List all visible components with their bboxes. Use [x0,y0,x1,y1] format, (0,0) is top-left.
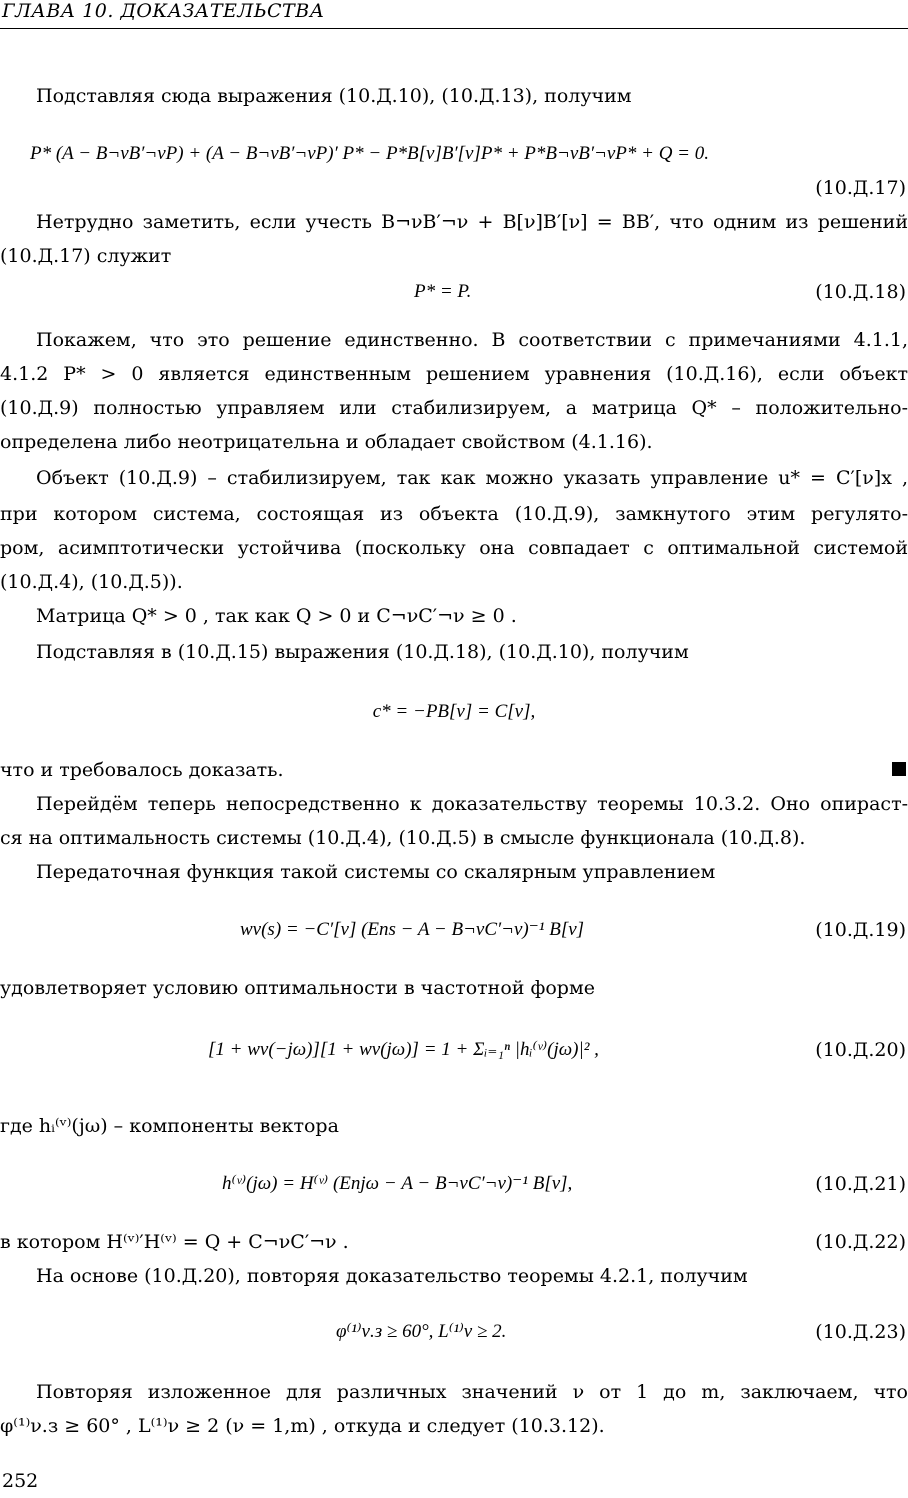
text-line: Объект (10.Д.9) – стабилизируем, так как можно указать управление u* = C′[ν]x , [36,467,908,489]
running-header [0,0,908,29]
text-line: Покажем, что это решение единственно. В соответствии с примечаниями 4.1.1, [36,329,908,351]
text-line: при котором система, состоящая из объекта (10.Д.9), замкнутого этим регулято- [0,503,908,525]
text-line: (10.Д.9) полностью управляем или стабилизируем, а матрица Q* – положительно- [0,397,908,419]
text-line: ром, асимптотически устойчива (поскольку она совпадает с оптимальной системой [0,537,908,559]
text-line: 4.1.2 P* > 0 является единственным решением уравнения (10.Д.16), если объект [0,363,908,385]
text-line: Подставляя сюда выражения (10.Д.10), (10.Д.13), получим [36,85,632,107]
equation-10-d-20: [1 + wν(−jω)][1 + wν(jω)] = 1 + Σᵢ₌₁ⁿ |hᵢ⁽ᵛ⁾(jω)|² , [208,1039,599,1060]
equation-10-d-23: φ⁽¹⁾ν.з ≥ 60°, L⁽¹⁾ν ≥ 2. [336,1321,507,1342]
text-line: удовлетворяет условию оптимальности в частотной форме [0,977,595,999]
text-line: Повторяя изложенное для различных значений ν от 1 до m, заключаем, что [36,1381,908,1403]
text-line: Передаточная функция такой системы со скалярным управлением [36,861,716,883]
equation-number: (10.Д.22) [815,1231,906,1253]
equation-number: (10.Д.19) [815,919,906,941]
text-line: Перейдём теперь непосредственно к доказательству теоремы 10.3.2. Оно опираст- [36,793,908,815]
text-line: определена либо неотрицательна и обладает свойством (4.1.16). [0,431,653,453]
chapter-title: ГЛАВА 10. ДОКАЗАТЕЛЬСТВА [2,0,325,22]
equation-10-d-21: h⁽ᵛ⁾(jω) = H⁽ᵛ⁾ (Enjω − A − B¬νC′¬ν)⁻¹ B[ν], [222,1173,573,1194]
text-line: Нетрудно заметить, если учесть B¬νB′¬ν + B[ν]B′[ν] = BB′, что одним из решений [36,211,908,233]
text-line: в котором H⁽ᵛ⁾′H⁽ᵛ⁾ = Q + C¬νC′¬ν . [0,1231,349,1253]
text-line: Матрица Q* > 0 , так как Q > 0 и C¬νC′¬ν ≥ 0 . [36,605,517,627]
text-line: ся на оптимальность системы (10.Д.4), (10.Д.5) в смысле функционала (10.Д.8). [0,827,806,849]
equation-10-d-19: wν(s) = −C′[ν] (Ens − A − B¬νC′¬ν)⁻¹ B[ν] [240,919,585,940]
text-line: φ⁽¹⁾ν.з ≥ 60° , L⁽¹⁾ν ≥ 2 (ν = 1,m) , откуда и следует (10.3.12). [0,1415,605,1437]
text-line: (10.Д.4), (10.Д.5)). [0,571,183,593]
equation-c-star: c* = −PB[ν] = C[ν], [372,701,536,722]
text-line: Подставляя в (10.Д.15) выражения (10.Д.18), (10.Д.10), получим [36,641,689,663]
text-line: На основе (10.Д.20), повторяя доказательство теоремы 4.2.1, получим [36,1265,748,1287]
equation-number: (10.Д.20) [815,1039,906,1061]
equation-number: (10.Д.23) [815,1321,906,1343]
equation-number: (10.Д.21) [815,1173,906,1195]
text-line: где hᵢ⁽ᵛ⁾(jω) – компоненты вектора [0,1115,339,1137]
equation-10-d-17: P* (A − B¬νB′¬νP) + (A − B¬νB′¬νP)′ P* − P*B[ν]B′[ν]P* + P*B¬νB′¬νP* + Q = 0. [30,143,709,164]
text-line: что и требовалось доказать. [0,759,284,781]
equation-number: (10.Д.17) [815,177,906,199]
equation-10-d-18: P* = P. [414,281,472,302]
equation-number: (10.Д.18) [815,281,906,303]
qed-square-icon [892,762,906,776]
text-line: (10.Д.17) служит [0,245,172,267]
page-number: 252 [2,1470,39,1492]
